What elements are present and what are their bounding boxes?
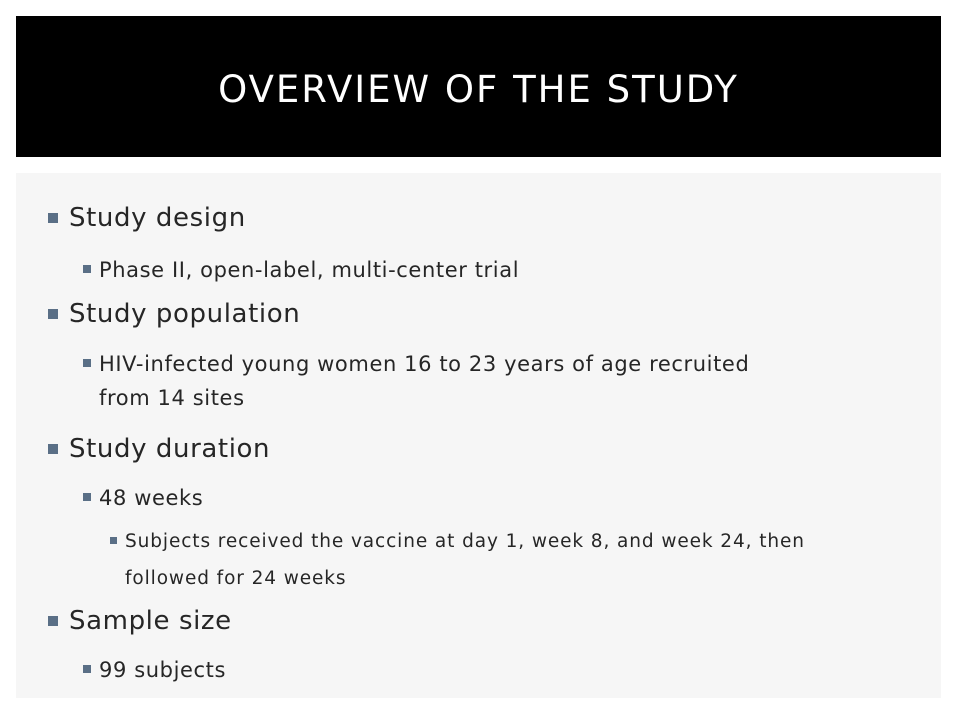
bullet-heading: Study design <box>69 203 246 233</box>
title-bar <box>16 16 941 157</box>
bullet-marker-icon <box>48 444 58 454</box>
bullet-marker-icon <box>48 213 58 223</box>
bullet-study-population <box>48 297 300 331</box>
slide-title: OVERVIEW OF THE STUDY <box>218 68 739 111</box>
bullet-heading: Sample size <box>69 606 232 636</box>
bullet-marker-icon <box>83 265 91 273</box>
bullet-marker-icon <box>83 493 91 501</box>
bullet-marker-icon <box>83 665 91 673</box>
bullet-sample-size <box>48 604 232 638</box>
bullet-text: Phase II, open-label, multi-center trial <box>99 258 520 282</box>
content-panel <box>16 173 941 698</box>
subbullet-design-detail <box>83 253 519 287</box>
subsubbullet-vaccine-schedule <box>110 523 890 597</box>
bullet-study-design <box>48 201 246 235</box>
bullet-text: Subjects received the vaccine at day 1, week 8, and week 24, then followed for 24 weeks <box>125 531 805 589</box>
bullet-marker-icon <box>110 537 117 544</box>
bullet-text: 48 weeks <box>99 486 204 510</box>
bullet-marker-icon <box>48 309 58 319</box>
bullet-text: 99 subjects <box>99 658 227 682</box>
bullet-marker-icon <box>83 359 91 367</box>
bullet-text: HIV-infected young women 16 to 23 years of age recruited from 14 sites <box>99 352 750 410</box>
bullet-study-duration <box>48 432 270 466</box>
subbullet-sample-detail <box>83 653 226 687</box>
bullet-heading: Study population <box>69 299 301 329</box>
subbullet-population-detail <box>83 347 803 415</box>
bullet-heading: Study duration <box>69 434 271 464</box>
subbullet-duration-detail <box>83 481 203 515</box>
bullet-marker-icon <box>48 616 58 626</box>
